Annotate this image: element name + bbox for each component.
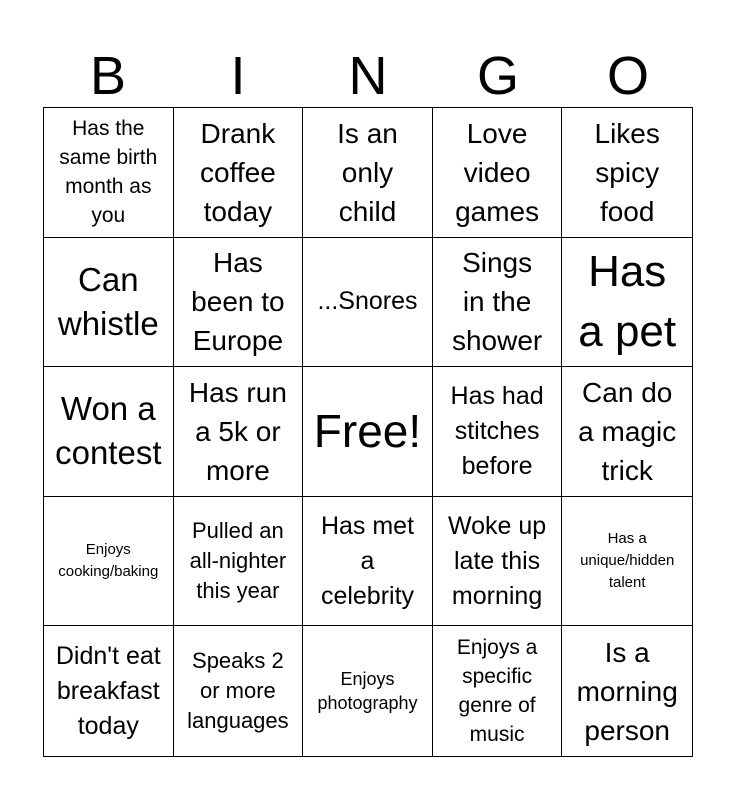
cell-text: Enjoys cooking/baking — [58, 541, 159, 581]
cell-text: Has been to Europe — [191, 247, 285, 357]
bingo-cell[interactable] — [433, 497, 563, 627]
bingo-cell[interactable] — [433, 108, 563, 238]
cell-text: Speaks 2 or more languages — [187, 648, 289, 734]
cell-text: Can whistle — [57, 260, 159, 342]
cell-text: Woke up late this morning — [447, 511, 547, 610]
cell-text: Has the same birth month as you — [59, 117, 158, 228]
cell-text: Won a contest — [55, 390, 162, 472]
bingo-cell[interactable] — [433, 367, 563, 497]
bingo-cell[interactable] — [433, 238, 563, 368]
bingo-cell[interactable] — [562, 108, 692, 238]
header-letter-o: O — [606, 46, 649, 106]
cell-text: ...Snores — [317, 287, 418, 316]
header-letter-b: B — [89, 46, 127, 106]
bingo-cell[interactable] — [174, 497, 304, 627]
cell-text: Enjoys photography — [317, 669, 418, 714]
cell-text: Has met a celebrity — [320, 511, 415, 610]
header-letter-i: I — [230, 46, 246, 106]
bingo-cell[interactable] — [562, 367, 692, 497]
cell-text: Likes spicy food — [594, 117, 660, 227]
bingo-grid — [43, 107, 693, 757]
bingo-cell[interactable] — [44, 626, 174, 756]
cell-text: Didn't eat breakfast today — [55, 641, 161, 740]
bingo-cell[interactable] — [303, 108, 433, 238]
cell-text: Has run a 5k or more — [188, 376, 287, 486]
cell-text: Drank coffee today — [200, 117, 276, 227]
header-letter-n: N — [348, 46, 388, 106]
bingo-cell[interactable] — [433, 626, 563, 756]
header-letter-g: G — [476, 46, 519, 106]
bingo-cell[interactable] — [174, 367, 304, 497]
bingo-cell[interactable] — [562, 497, 692, 627]
bingo-cell[interactable] — [303, 238, 433, 368]
bingo-cell[interactable] — [44, 108, 174, 238]
cell-text: Is an only child — [337, 117, 398, 227]
free-space-label: Free! — [313, 405, 422, 458]
bingo-cell[interactable] — [174, 626, 304, 756]
bingo-cell[interactable] — [44, 497, 174, 627]
bingo-cell[interactable] — [562, 626, 692, 756]
bingo-cell[interactable] — [174, 238, 304, 368]
cell-text: Sings in the shower — [451, 247, 543, 357]
cell-text: Pulled an all-nighter this year — [189, 518, 287, 604]
bingo-cell[interactable] — [303, 626, 433, 756]
bingo-cell[interactable] — [174, 108, 304, 238]
cell-text: Is a morning person — [576, 636, 678, 746]
cell-text: Has had stitches before — [450, 381, 544, 480]
cell-text: Has a pet — [578, 246, 677, 356]
free-space[interactable] — [303, 367, 433, 497]
cell-text: Love video games — [455, 117, 540, 227]
cell-text: Can do a magic trick — [578, 376, 677, 486]
bingo-cell[interactable] — [44, 367, 174, 497]
bingo-cell[interactable] — [303, 497, 433, 627]
bingo-cell[interactable] — [44, 238, 174, 368]
bingo-cell[interactable] — [562, 238, 692, 368]
cell-text: Has a unique/hidden talent — [580, 530, 675, 592]
cell-text: Enjoys a specific genre of music — [456, 636, 538, 747]
bingo-header — [43, 44, 693, 108]
